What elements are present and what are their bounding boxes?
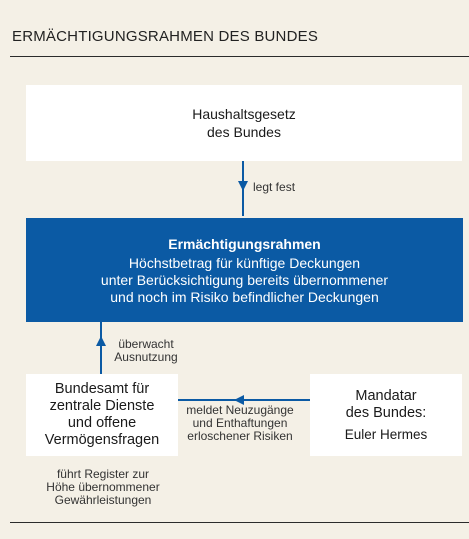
node-bundesamt: [26, 374, 178, 456]
node-bundesamt-line: Bundesamt für: [54, 381, 150, 397]
node-ermaechtigungsrahmen-body: [101, 255, 388, 306]
bottom-rule: [10, 522, 469, 523]
node-mandatar-sub: Euler Hermes: [344, 426, 428, 442]
node-ermaechtigungsrahmen-title: Ermächtigungsrahmen: [168, 235, 321, 252]
edge-label-line: Ausnutzung: [114, 350, 178, 364]
node-bundesamt-line: zentrale Dienste: [49, 398, 155, 414]
node-ermaechtigungsrahmen-line: und noch im Risiko befindlicher Deckungen: [110, 288, 379, 305]
edge-label-line: und Enthaftungen: [192, 416, 288, 430]
note-line: führt Register zur: [56, 467, 150, 481]
arrow-legt-fest-head: [238, 181, 248, 191]
edge-label-line: meldet Neuzugänge: [186, 403, 294, 417]
node-ermaechtigungsrahmen-line: unter Berücksichtigung bereits übernommener: [100, 271, 389, 288]
diagram-title: ERMÄCHTIGUNGSRAHMEN DES BUNDES: [12, 28, 319, 45]
edge-label-line: erloschener Risiken: [187, 429, 293, 443]
note-line: Gewährleistungen: [54, 493, 152, 507]
node-ermaechtigungsrahmen: [26, 218, 463, 322]
node-mandatar-line: Mandatar: [355, 387, 417, 404]
edge-label-legt-fest: legt fest: [253, 180, 296, 194]
node-ermaechtigungsrahmen-line: Höchstbetrag für künftige Deckungen: [128, 254, 361, 271]
note-line: Höhe übernommener: [46, 480, 160, 494]
node-haushaltsgesetz: [26, 85, 462, 161]
node-mandatar: [310, 374, 462, 456]
node-haushaltsgesetz-line: Haushaltsgesetz: [192, 106, 296, 122]
edge-label-ueberwacht: [110, 338, 182, 364]
arrow-ueberwacht-head: [96, 336, 106, 346]
node-mandatar-line: des Bundes:: [345, 404, 427, 421]
edge-label-line: überwacht: [118, 337, 174, 351]
node-haushaltsgesetz-line: des Bundes: [207, 124, 281, 140]
edge-label-meldet: [176, 404, 304, 443]
note-fuehrt-register: [30, 468, 176, 507]
node-bundesamt-line: Vermögensfragen: [44, 432, 160, 448]
node-bundesamt-line: und offene: [67, 415, 137, 431]
